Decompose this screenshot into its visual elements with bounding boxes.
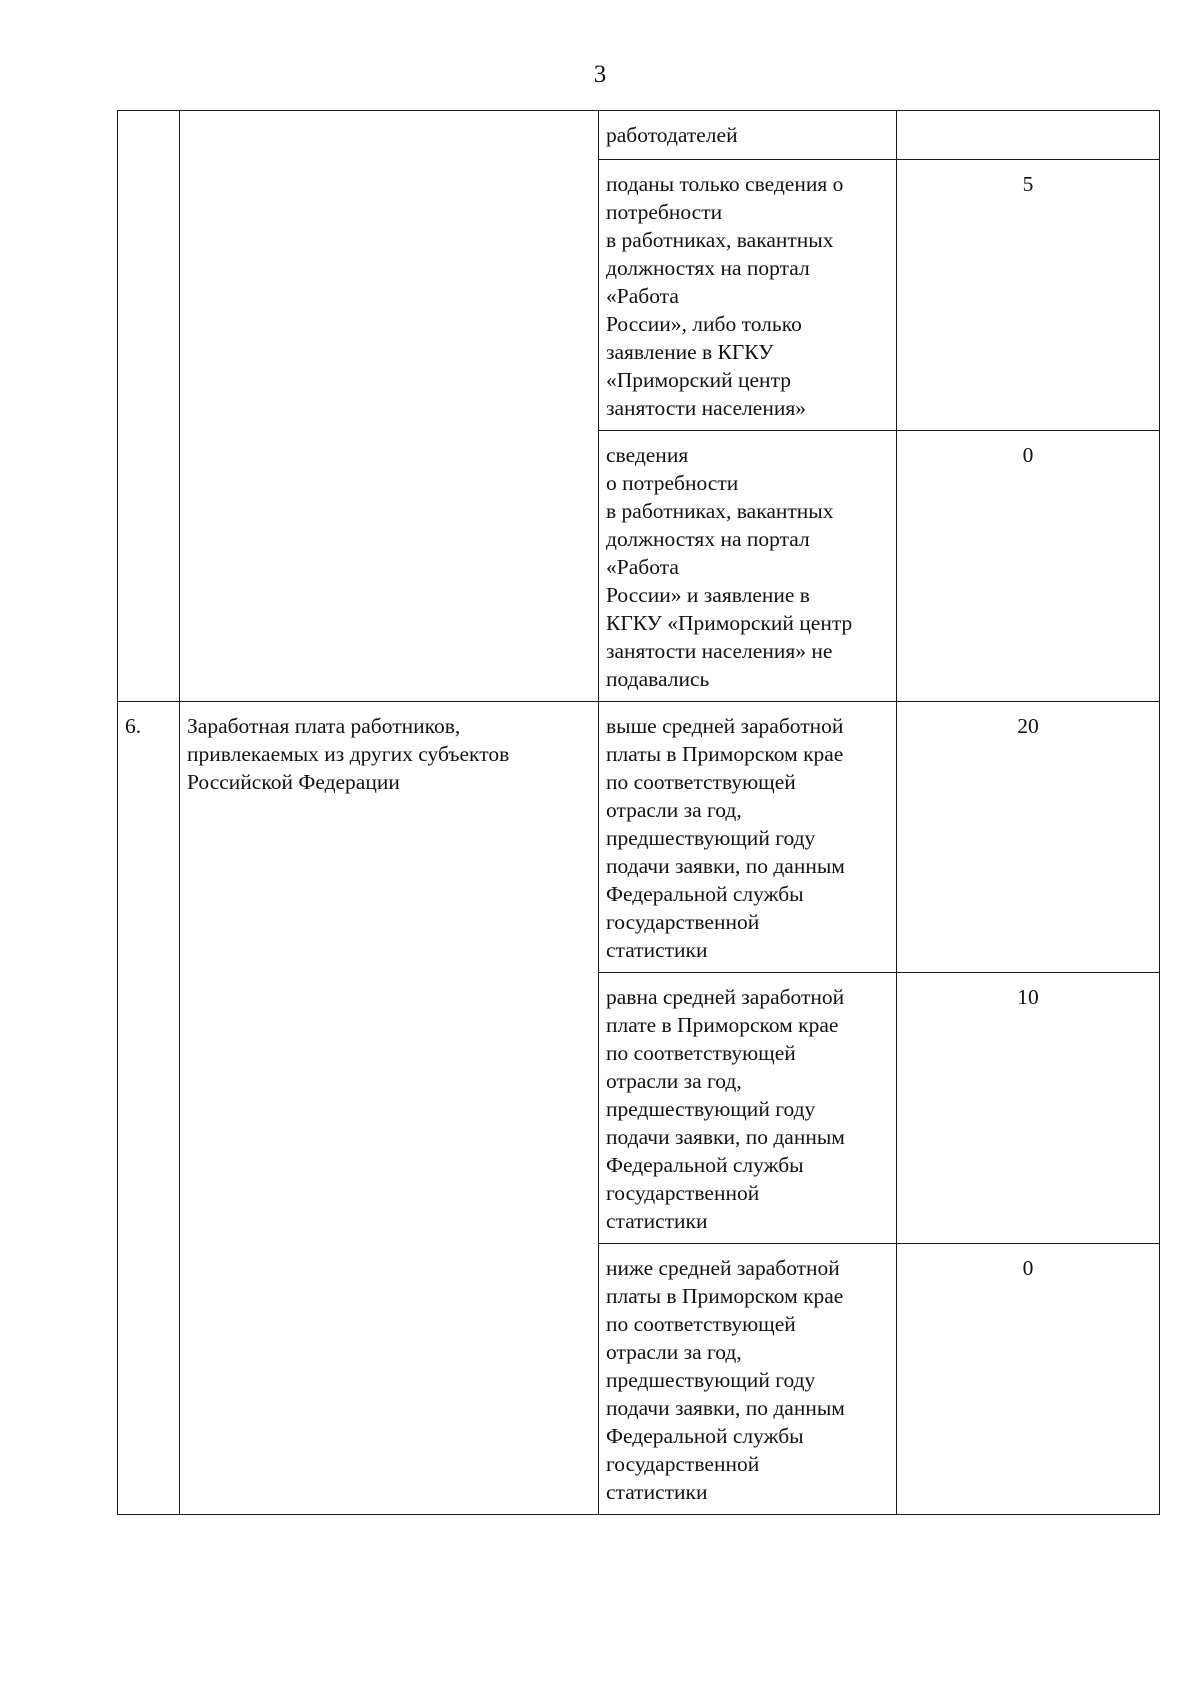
condition-text-line: статистики [606, 938, 708, 962]
condition-text-line: занятости населения» не [606, 639, 833, 663]
score-cell: 10 [897, 973, 1160, 1244]
condition-text-line: по соответствующей [606, 1312, 796, 1336]
condition-text-line: выше средней заработной [606, 714, 844, 738]
condition-text-line: в работниках, вакантных [606, 499, 834, 523]
condition-text-line: Федеральной службы [606, 882, 804, 906]
criterion-text-line: Заработная плата работников, [187, 714, 461, 738]
condition-cell [599, 111, 897, 160]
condition-text-line: подавались [606, 667, 710, 691]
condition-text-line: предшествующий году [606, 1097, 816, 1121]
condition-text-line: в работниках, вакантных [606, 228, 834, 252]
condition-cell [599, 973, 897, 1244]
condition-text-line: «Работа [606, 284, 679, 308]
condition-text-line: по соответствующей [606, 770, 796, 794]
condition-cell [599, 160, 897, 431]
condition-text-line: равна средней заработной [606, 985, 845, 1009]
condition-text-line: отрасли за год, [606, 1340, 742, 1364]
condition-text-line: занятости населения» [606, 396, 806, 420]
criterion-text-line: привлекаемых из других субъектов [187, 742, 510, 766]
condition-text-line: статистики [606, 1209, 708, 1233]
condition-text-line: плате в Приморском крае [606, 1013, 839, 1037]
condition-text-line: должностях на портал [606, 527, 810, 551]
condition-text-line: Федеральной службы [606, 1424, 804, 1448]
criterion-text-line: Российской Федерации [187, 770, 400, 794]
condition-text-line: подачи заявки, по данным [606, 1125, 845, 1149]
condition-text-line: работодателей [606, 123, 738, 147]
condition-text-line: «Работа [606, 555, 679, 579]
condition-cell [599, 431, 897, 702]
criterion-name-cell [180, 111, 599, 702]
condition-text-line: отрасли за год, [606, 1069, 742, 1093]
score-cell: 0 [897, 431, 1160, 702]
condition-cell [599, 702, 897, 973]
table-row [118, 111, 1160, 160]
condition-text-line: подачи заявки, по данным [606, 1396, 845, 1420]
condition-text-line: ниже средней заработной [606, 1256, 840, 1280]
condition-cell [599, 1244, 897, 1515]
condition-text-line: предшествующий году [606, 1368, 816, 1392]
condition-text-line: государственной [606, 1181, 760, 1205]
condition-text-line: потребности [606, 200, 723, 224]
score-cell: 0 [897, 1244, 1160, 1515]
condition-text-line: заявление в КГКУ [606, 340, 774, 364]
condition-text-line: предшествующий году [606, 826, 816, 850]
condition-text-line: России», либо только [606, 312, 802, 336]
condition-text-line: «Приморский центр [606, 368, 791, 392]
criterion-name-cell [180, 702, 599, 1515]
criteria-table [117, 110, 1160, 1515]
condition-text-line: о потребности [606, 471, 739, 495]
condition-text-line: Федеральной службы [606, 1153, 804, 1177]
condition-text-line: платы в Приморском крае [606, 742, 844, 766]
condition-text-line: России» и заявление в [606, 583, 810, 607]
condition-text-line: платы в Приморском крае [606, 1284, 844, 1308]
page-number: 3 [593, 61, 607, 88]
condition-text-line: поданы только сведения о [606, 172, 844, 196]
criterion-number-cell: 6. [118, 702, 180, 1515]
condition-text-line: сведения [606, 443, 689, 467]
condition-text-line: должностях на портал [606, 256, 810, 280]
condition-text-line: отрасли за год, [606, 798, 742, 822]
table-row [118, 702, 1160, 973]
score-cell: 20 [897, 702, 1160, 973]
score-cell: 5 [897, 160, 1160, 431]
condition-text-line: государственной [606, 910, 760, 934]
condition-text-line: подачи заявки, по данным [606, 854, 845, 878]
score-cell [897, 111, 1160, 160]
condition-text-line: по соответствующей [606, 1041, 796, 1065]
condition-text-line: статистики [606, 1480, 708, 1504]
condition-text-line: государственной [606, 1452, 760, 1476]
condition-text-line: КГКУ «Приморский центр [606, 611, 853, 635]
criterion-number-cell [118, 111, 180, 702]
